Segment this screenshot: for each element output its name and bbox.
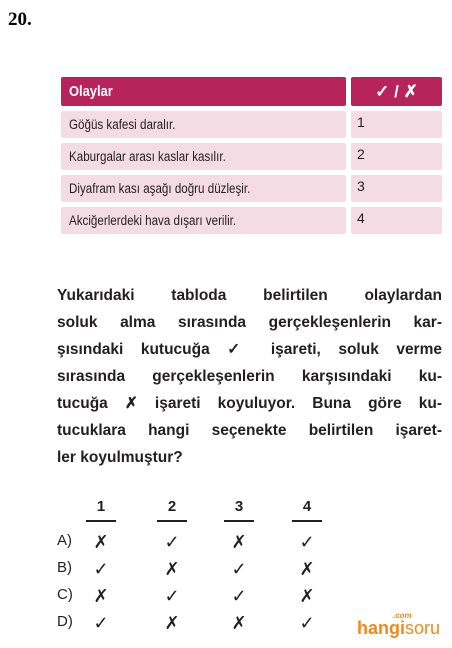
mark-icon: ✓ xyxy=(231,559,247,579)
table-row xyxy=(61,143,442,170)
option-letter: C) xyxy=(57,586,73,603)
mark-icon: ✗ xyxy=(231,532,247,552)
table-row xyxy=(61,111,442,138)
mark-icon: ✗ xyxy=(93,586,109,606)
mark-icon: ✗ xyxy=(299,586,315,606)
column-header-1: 1 xyxy=(96,498,106,515)
table-row xyxy=(61,207,442,234)
table-row xyxy=(61,175,442,202)
header-marks: ✓ / ✗ xyxy=(351,77,442,106)
mark-icon: ✓ xyxy=(299,613,315,633)
option-letter: D) xyxy=(57,613,73,630)
column-underline xyxy=(292,520,322,522)
column-header-4: 4 xyxy=(302,498,312,515)
question-line: tucuklara hangi seçenekte belirtilen işaret- xyxy=(57,422,442,439)
question-line: tucuğa ✗ işareti koyuluyor. Buna göre ku- xyxy=(57,395,442,412)
event-cell: Akciğerlerdeki hava dışarı verilir. xyxy=(61,207,346,234)
question-line: şısındaki kutucuğa ✓ işareti, soluk verme xyxy=(57,341,442,358)
mark-icon: ✗ xyxy=(299,559,315,579)
mark-cell[interactable]: 2 xyxy=(351,143,442,170)
column-underline xyxy=(224,520,254,522)
event-cell: Göğüs kafesi daralır. xyxy=(61,111,346,138)
mark-icon: ✗ xyxy=(164,559,180,579)
event-cell: Diyafram kası aşağı doğru düzleşir. xyxy=(61,175,346,202)
option-letter: B) xyxy=(57,559,72,576)
question-line: ler koyulmuştur? xyxy=(57,449,183,466)
mark-cell[interactable]: 4 xyxy=(351,207,442,234)
mark-cell[interactable]: 3 xyxy=(351,175,442,202)
events-table xyxy=(61,77,442,239)
table-header-row xyxy=(61,77,442,106)
column-header-2: 2 xyxy=(167,498,177,515)
mark-icon: ✗ xyxy=(164,613,180,633)
mark-icon: ✓ xyxy=(299,532,315,552)
option-a[interactable] xyxy=(57,532,357,558)
option-b[interactable] xyxy=(57,559,357,585)
mark-cell[interactable]: 1 xyxy=(351,111,442,138)
column-header-3: 3 xyxy=(234,498,244,515)
mark-icon: ✗ xyxy=(231,613,247,633)
question-line: soluk alma sırasında gerçekleşenlerin kar- xyxy=(57,314,442,331)
logo-main: hangi xyxy=(357,618,405,638)
question-number: 20. xyxy=(8,9,32,30)
header-events: Olaylar xyxy=(61,77,346,106)
mark-icon: ✓ xyxy=(164,586,180,606)
mark-icon: ✓ xyxy=(93,613,109,633)
option-letter: A) xyxy=(57,532,72,549)
mark-icon: ✗ xyxy=(93,532,109,552)
logo-com: .com xyxy=(393,611,412,620)
column-underline xyxy=(157,520,187,522)
mark-icon: ✓ xyxy=(231,586,247,606)
mark-icon: ✓ xyxy=(93,559,109,579)
option-c[interactable] xyxy=(57,586,357,612)
question-text xyxy=(57,282,442,471)
question-line: Yukarıdaki tabloda belirtilen olaylardan xyxy=(57,287,442,304)
column-underline xyxy=(86,520,116,522)
option-d[interactable] xyxy=(57,613,357,639)
question-line: sırasında gerçekleşenlerin karşısındaki ku- xyxy=(57,368,442,385)
logo-sub: soru xyxy=(405,618,441,638)
hangisoru-logo xyxy=(357,611,441,639)
event-cell: Kaburgalar arası kaslar kasılır. xyxy=(61,143,346,170)
mark-icon: ✓ xyxy=(164,532,180,552)
